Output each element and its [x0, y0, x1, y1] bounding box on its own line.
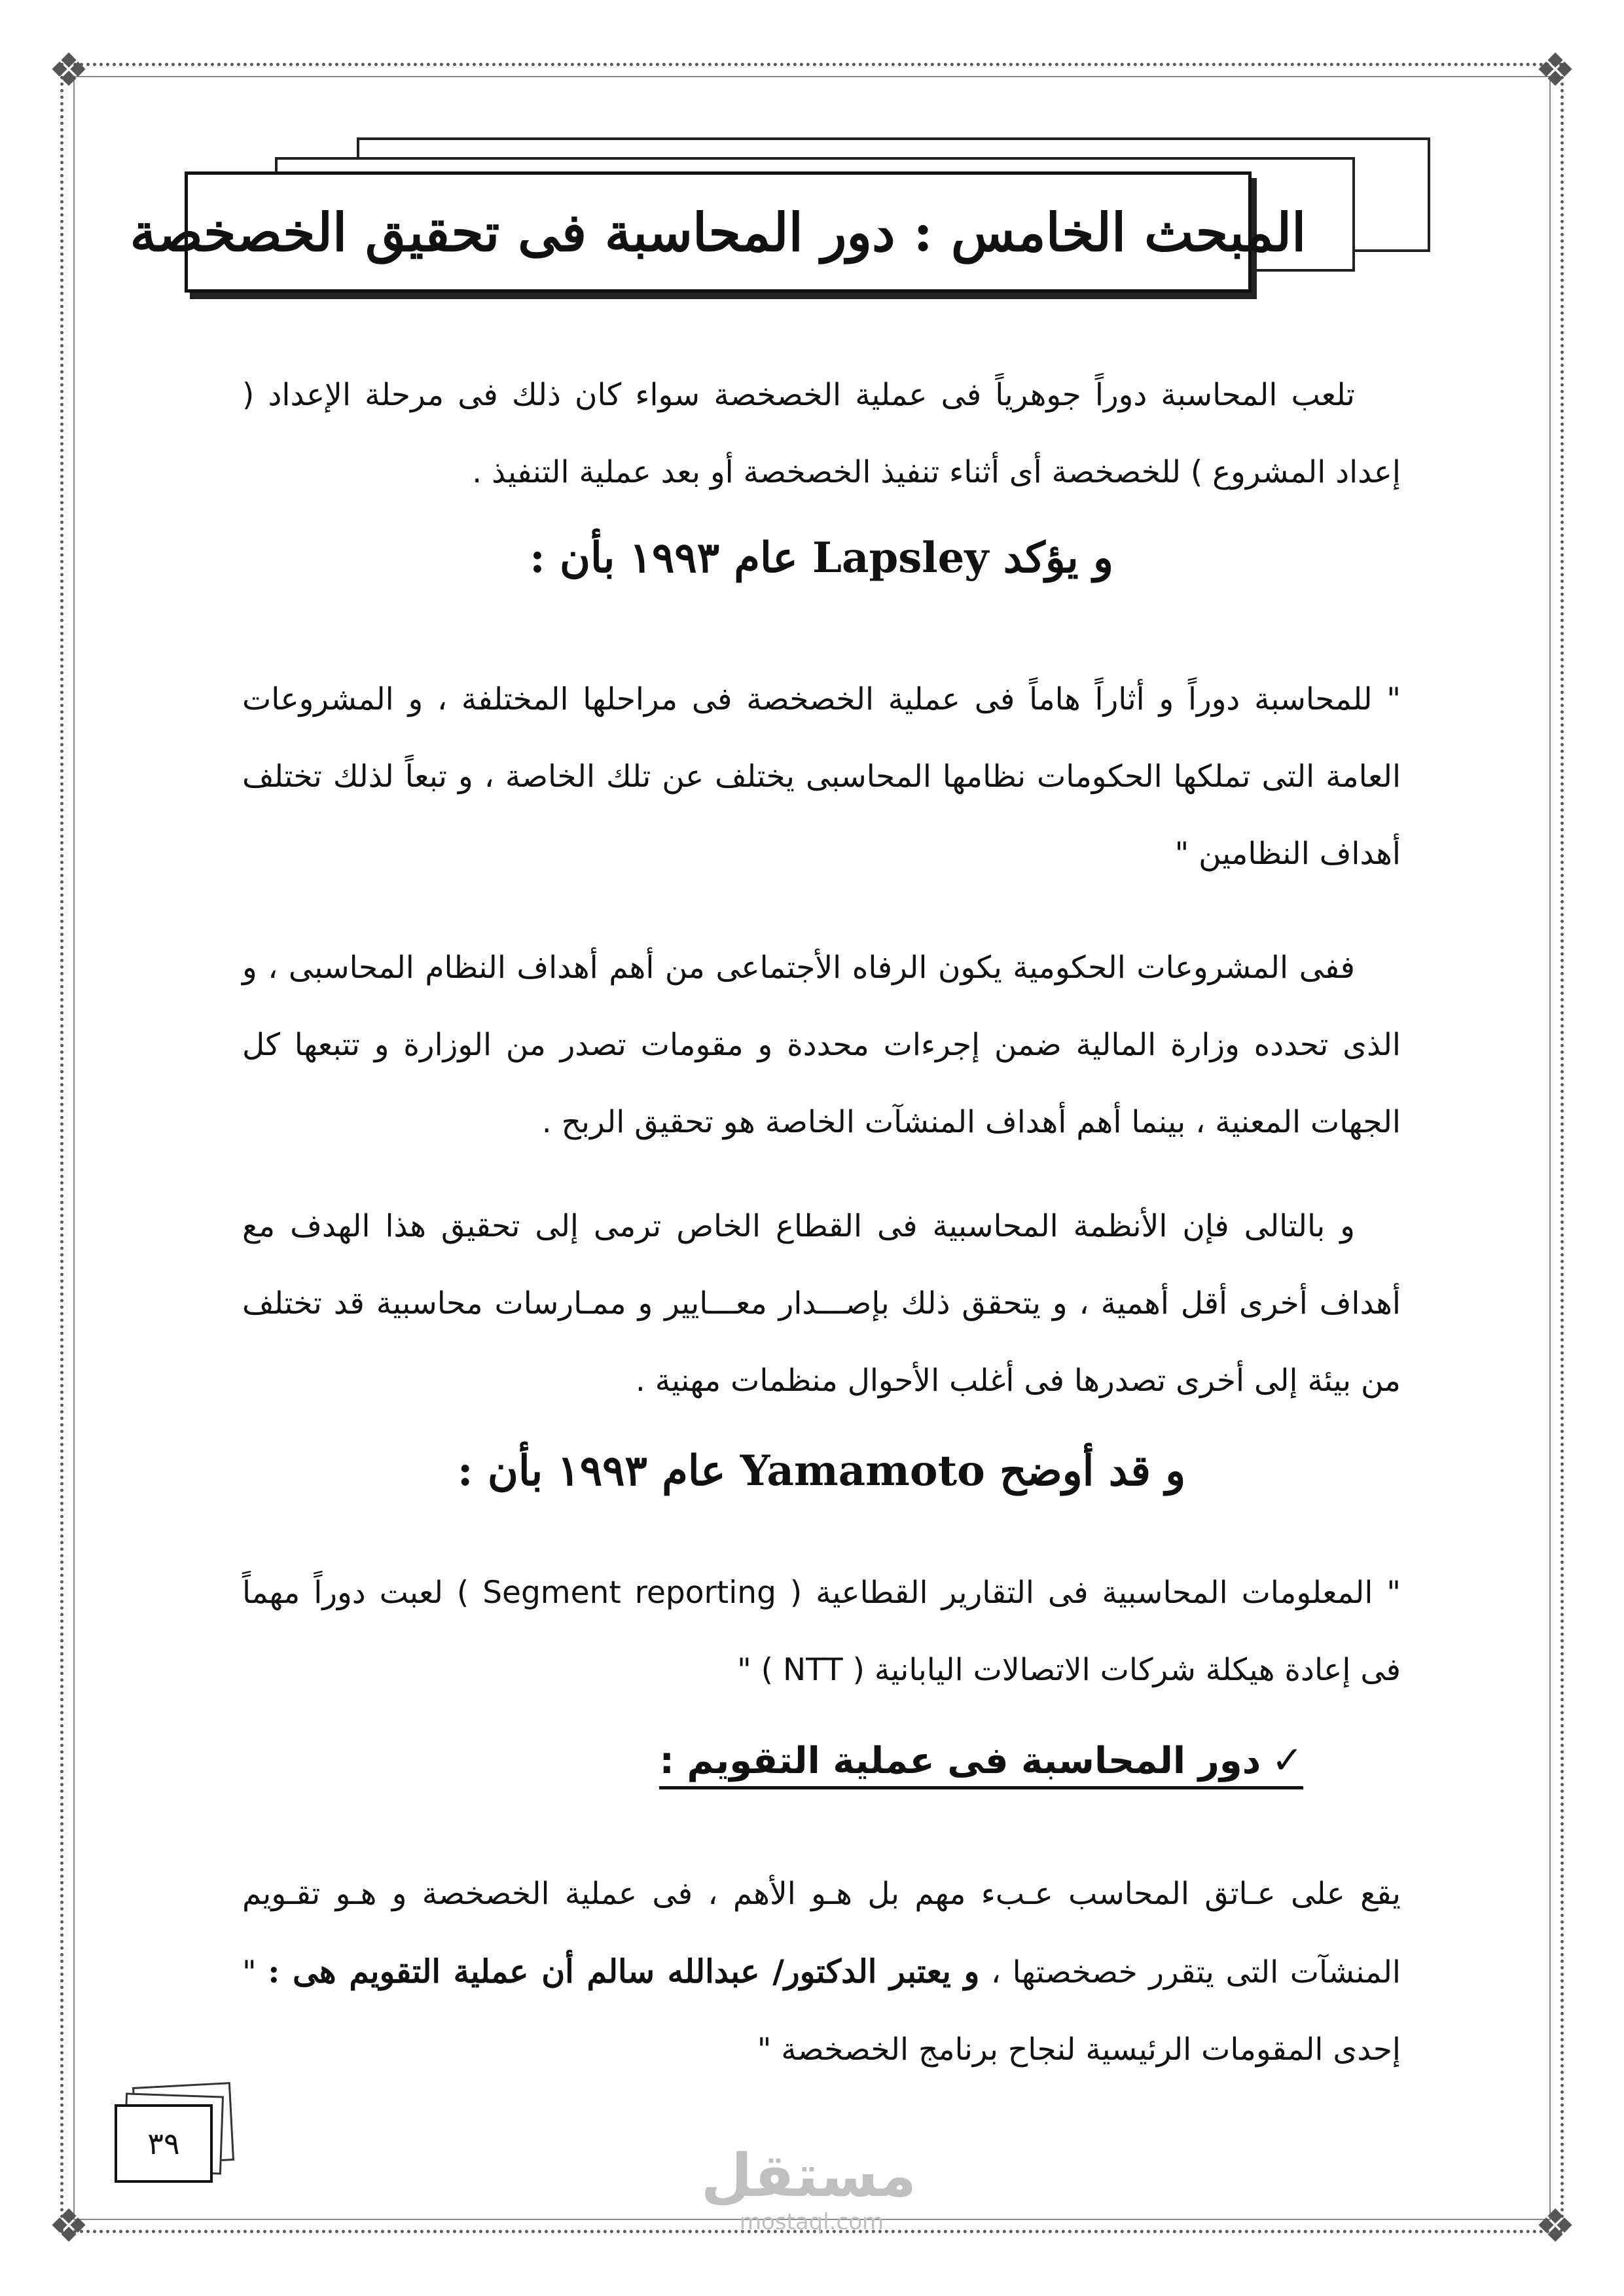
paragraph-private-sector	[242, 1188, 1401, 1420]
quote-yamamoto-text: " المعلومات المحاسبية فى التقارير القطاعية ( Segment reporting ) لعبت دوراً مهماً فى إعادة هيكلة شركات الاتصالات اليابانية ( NTT ) "	[242, 1575, 1401, 1688]
paragraph-valuation	[242, 1856, 1401, 2089]
corner-ornament-icon: ❖	[48, 43, 90, 97]
paragraph-private-sector-text: و بالتالى فإن الأنظمة المحاسبية فى القطاع الخاص ترمى إلى تحقيق هذا الهدف مع أهداف أخرى أقل أهمية ، و يتحقق ذلك بإصـــدار معـــايير و ممـارسات محاسبية قد تختلف من بيئة إلى أخرى تصدرها فى أغلب الأحوال منظمات مهنية .	[242, 1208, 1401, 1399]
paragraph-valuation-text	[242, 1856, 1401, 2089]
intro-paragraph	[242, 357, 1401, 511]
quote-yamamoto	[242, 1554, 1401, 1709]
paragraph-government-projects	[242, 929, 1401, 1161]
title-banner	[130, 171, 1307, 293]
watermark-url: mostaql.com	[739, 2209, 884, 2235]
page-title: المبحث الخامس : دور المحاسبة فى تحقيق الخصخصة	[130, 201, 1307, 263]
quote-lapsley-text: " للمحاسبة دوراً و أثاراً هاماً فى عملية الخصخصة فى مراحلها المختلفة ، و المشروعات العامة التى تملكها الحكومات نظامها المحاسبى يختلف عن تلك الخاصة ، و تبعاً لذلك تختلف أهداف النظامين "	[242, 681, 1401, 872]
paragraph-valuation-start: يقع على عـاتق المحاسب عـبء مهم بل هـو الأهم ، فى عملية الخصخصة و هـو تقـويم المنشآت التى يتقرر خصخصتها ،	[242, 1876, 1401, 1990]
intro-text: تلعب المحاسبة دوراً جوهرياً فى عملية الخصخصة سواء كان ذلك فى مرحلة الإعداد ( إعداد المشروع ) للخصخصة أى أثناء تنفيذ الخصخصة أو بعد عملية التنفيذ .	[242, 377, 1401, 490]
paragraph-valuation-end: " إحدى المقومات الرئيسية لنجاح برنامج الخصخصة "	[242, 1954, 1401, 2068]
checkmark-icon: ✓	[1271, 1738, 1303, 1782]
heading-yamamoto: و قد أوضح Yamamoto عام ١٩٩٣ بأن :	[457, 1446, 1186, 1496]
page-number: ٣٩	[115, 2104, 213, 2183]
watermark-logo: مستقل	[700, 2142, 916, 2210]
heading-lapsley: و يؤكد Lapsley عام ١٩٩٣ بأن :	[530, 533, 1113, 583]
watermark	[700, 2142, 916, 2235]
subheading-valuation	[659, 1738, 1303, 1789]
corner-ornament-icon: ❖	[1534, 43, 1576, 97]
quote-lapsley	[242, 661, 1401, 893]
corner-ornament-icon: ❖	[48, 2199, 90, 2253]
subheading-valuation-text: دور المحاسبة فى عملية التقويم :	[659, 1740, 1261, 1782]
paragraph-valuation-bold: و يعتبر الدكتور/ عبدالله سالم أن عملية التقويم هى :	[268, 1952, 980, 1990]
paragraph-government-projects-text: ففى المشروعات الحكومية يكون الرفاه الأجتماعى من أهم أهداف النظام المحاسبى ، و الذى تحدده وزارة المالية ضمن إجرءات محددة و مقومات تصدر من الوزارة و تتبعها كل الجهات المعنية ، بينما أهم أهداف المنشآت الخاصة هو تحقيق الربح .	[242, 950, 1401, 1140]
corner-ornament-icon: ❖	[1534, 2199, 1576, 2253]
